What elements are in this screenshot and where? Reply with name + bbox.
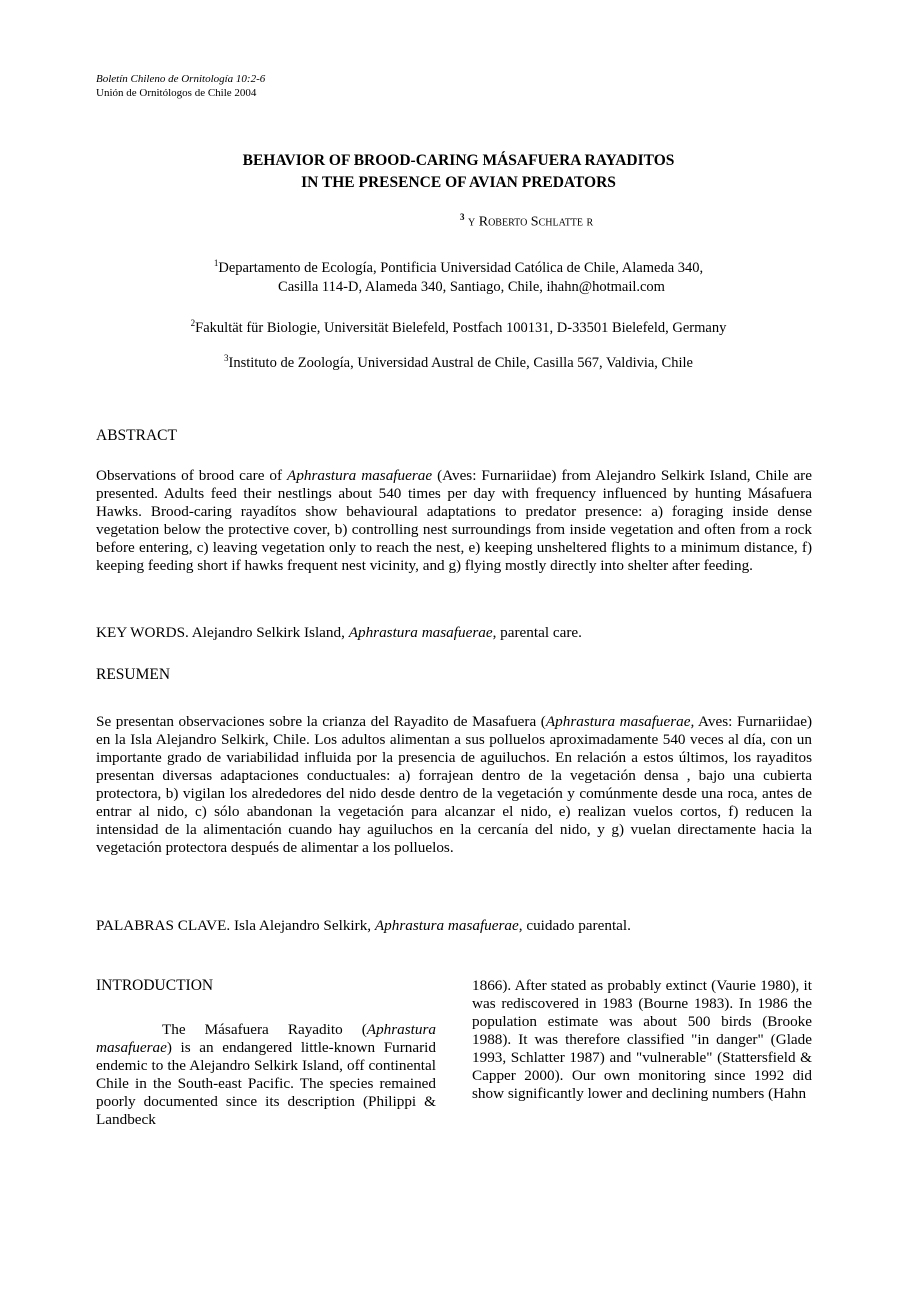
- resumen-text-post: Aves: Furnariidae) en la Isla Alejandro Selkirk, Chile. Los adultos alimentan a sus polluelos aproximadamente 540 veces al día, con un importante grado de variabilidad influida por la presencia de aguiluchos. En relación a estos últimos, los rayaditos presentan diversas adaptaciones conductuales: a) forrajean dentro de la vegetación densa , bajo una cubierta protectora, b) vigilan los alrededores del nido desde dentro de la vegetación y comúnmente desde una roca, antes de entrar al nido, c) sólo abandonan la vegetación para alcanzar el nido, e) realizan vuelos cortos, f) reducen la intensidad de la alimentación cuando hay aguiluchos en la cercanía del nido, y g) vuelan directamente hacia la vegetación protectora después de alimentar a los polluelos.: [96, 713, 813, 856]
- palabras-species: Aphrastura masafuerae: [374, 917, 519, 934]
- title-line-2: IN THE PRESENCE OF AVIAN PREDATORS: [301, 174, 616, 191]
- affiliation-3-line: Instituto de Zoología, Universidad Austral de Chile, Casilla 567, Valdivia, Chile: [228, 354, 693, 371]
- intro-left-pre: The Másafuera Rayadito (: [162, 1021, 367, 1038]
- resumen-body: [96, 713, 812, 857]
- affiliation-2-line: Fakultät für Biologie, Universität Bielefeld, Postfach 100131, D-33501 Bielefeld, Germany: [195, 319, 727, 336]
- title-line-1: BEHAVIOR OF BROOD-CARING MÁSAFUERA RAYADITOS: [242, 152, 675, 169]
- abstract-heading: ABSTRACT: [96, 427, 177, 444]
- affiliation-1-line-2: Casilla 114-D, Alameda 340, Santiago, Chile, ihahn@hotmail.com: [278, 278, 665, 295]
- introduction-heading: INTRODUCTION: [96, 977, 214, 994]
- keywords-species: Aphrastura masafuerae: [348, 624, 493, 641]
- affiliation-2-mark: 2: [190, 318, 196, 328]
- palabras-pre: Isla Alejandro Selkirk,: [230, 917, 375, 934]
- resumen-species: Aphrastura masafuerae,: [545, 713, 695, 730]
- abstract-text-pre: Observations of brood care of: [96, 467, 288, 484]
- author-superscript: 3: [460, 212, 465, 222]
- palabras-post: , cuidado parental.: [518, 917, 631, 934]
- affiliation-1: [0, 254, 917, 297]
- palabras-clave-line: [96, 917, 812, 935]
- introduction-right-column: 1866). After stated as probably extinct (Vaurie 1980), it was rediscovered in 1983 (Bourne 1983). In 1986 the population estimate was about 500 birds (Brooke 1988). It was therefore classified "in danger" (Glade 1993, Schlatter 1987) and "vulnerable" (Stattersfield & Capper 2000). Our own monitoring since 1992 did show significantly lower and declining numbers (Hahn: [472, 977, 812, 1102]
- author-name: Roberto Schlatte r: [478, 214, 594, 230]
- affiliation-2: [0, 314, 917, 338]
- paper-title: [0, 150, 917, 194]
- journal-citation: Boletín Chileno de Ornitología 10:2-6: [96, 73, 266, 85]
- author-conjunction: y: [468, 214, 476, 230]
- intro-left-species: Aphrastura masafuerae: [96, 1021, 436, 1056]
- abstract-body: [96, 467, 812, 575]
- keywords-line: [96, 624, 812, 642]
- society-line: Unión de Ornitólogos de Chile 2004: [96, 87, 257, 99]
- resumen-text-pre: Se presentan observaciones sobre la crianza del Rayadito de Masafuera (: [96, 713, 546, 730]
- keywords-pre: Alejandro Selkirk Island,: [188, 624, 349, 641]
- abstract-text-post: (Aves: Furnariidae) from Alejandro Selkirk Island, Chile are presented. Adults feed their nestlings about 540 times per day with frequency influenced by hunting Másafuera Hawks. Brood-caring rayadítos show behavioural adaptations to predator presence: a) foraging inside dense vegetation below the protective cover, b) controlling nest surroundings from inside vegetation and often from a rock before entering, c) leaving vegetation only to reach the nest, e) keeping unsheltered flights to a minimum distance, f) keeping feeding short if hawks frequent nest vicinity, and g) flying mostly directly into shelter after feeding.: [96, 467, 812, 574]
- affiliation-1-mark: 1: [213, 258, 219, 268]
- intro-left-post: ) is an endangered little-known Furnarid endemic to the Alejandro Selkirk Island, off continental Chile in the South-east Pacific. The species remained poorly documented since its description (Philippi & Landbeck: [96, 1039, 436, 1128]
- authors-line: [460, 212, 593, 231]
- introduction-left-column: [96, 1021, 436, 1129]
- keywords-label: KEY WORDS.: [96, 624, 189, 641]
- journal-header: [96, 72, 265, 100]
- resumen-heading: RESUMEN: [96, 666, 171, 683]
- abstract-species: Aphrastura masafuerae: [287, 467, 433, 484]
- affiliation-1-line-1: Departamento de Ecología, Pontificia Universidad Católica de Chile, Alameda 340,: [218, 259, 704, 276]
- affiliation-3-mark: 3: [224, 353, 229, 363]
- palabras-label: PALABRAS CLAVE.: [96, 917, 231, 934]
- keywords-post: , parental care.: [492, 624, 582, 641]
- affiliation-3: [0, 349, 917, 373]
